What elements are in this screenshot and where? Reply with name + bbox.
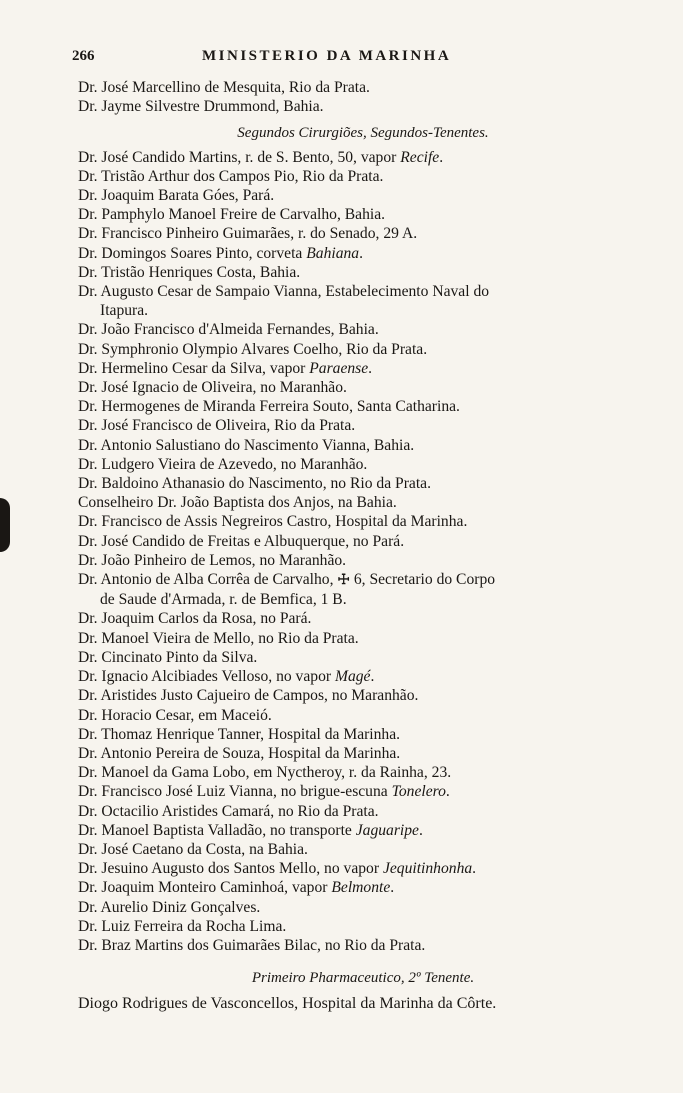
section-heading-segundos: Segundos Cirurgiões, Segundos-Tenentes. <box>237 125 489 142</box>
entries-list <box>78 148 648 956</box>
pharm-rank: 2º Tenente. <box>404 970 475 987</box>
entry-line <box>78 320 648 339</box>
entry-text: Dr. José Candido Martins, r. de S. Bento, 50, vapor <box>78 148 401 166</box>
entry-text: Dr. Tristão Henriques Costa, Bahia. <box>78 263 301 281</box>
entry-text: de Saude d'Armada, r. de Bemfica, 1 B. <box>100 591 347 609</box>
entry-text: Dr. Aurelio Diniz Gonçalves. <box>78 898 261 916</box>
entry-text: Dr. Augusto Cesar de Sampaio Vianna, Estabelecimento Naval do <box>78 283 490 301</box>
entry-line <box>78 416 648 435</box>
entry-line <box>78 359 648 378</box>
entry-text: Dr. Hermelino Cesar da Silva, vapor <box>78 359 310 377</box>
entry-line <box>78 263 648 282</box>
vessel-name: Magé <box>334 668 371 686</box>
entry-text: Dr. Tristão Arthur dos Campos Pio, Rio da Prata. <box>78 167 384 185</box>
entry-text-tail: . <box>418 821 423 839</box>
entry-continuation <box>78 590 648 609</box>
entry-text: Dr. Aristides Justo Cajueiro de Campos, no Maranhão. <box>78 687 419 705</box>
entry-line <box>78 878 648 897</box>
entry-line <box>78 667 648 686</box>
entry-text-tail: . <box>472 860 477 878</box>
entry-line <box>78 455 648 474</box>
entry-line <box>78 744 648 763</box>
entry-text: Dr. José Candido de Freitas e Albuquerque, no Pará. <box>78 532 405 550</box>
entry-text: Dr. João Francisco d'Almeida Fernandes, Bahia. <box>78 321 379 339</box>
entry-text: Conselheiro Dr. João Baptista dos Anjos, na Bahia. <box>78 494 397 512</box>
entry-text: Dr. Jesuino Augusto dos Santos Mello, no vapor <box>78 860 383 878</box>
page-number: 266 <box>72 48 95 64</box>
entry-line <box>78 802 648 821</box>
entry-line <box>78 782 648 801</box>
entry-text-tail: . <box>368 359 373 377</box>
entry-text: Dr. Symphronio Olympio Alvares Coelho, Rio da Prata. <box>78 340 428 358</box>
entry-text: Dr. João Pinheiro de Lemos, no Maranhão. <box>78 551 347 569</box>
entry-text: Dr. José Francisco de Oliveira, Rio da Prata. <box>78 417 356 435</box>
entry-text-tail: . <box>370 668 375 686</box>
order-cross-icon: ☩ <box>337 573 350 589</box>
entry-line <box>78 512 648 531</box>
entry-line <box>78 244 648 263</box>
entry-line <box>78 282 648 301</box>
vessel-name: Tonelero <box>391 783 446 801</box>
entry-line <box>78 436 648 455</box>
vessel-name: Recife <box>400 148 440 166</box>
entry-text: Dr. Antonio de Alba Corrêa de Carvalho, <box>78 571 338 589</box>
entry-line <box>78 224 648 243</box>
entry-line <box>78 840 648 859</box>
entry-text: Dr. Antonio Pereira de Souza, Hospital da Marinha. <box>78 744 401 762</box>
page-edge-mark <box>0 498 10 552</box>
entry-text: Dr. Horacio Cesar, em Maceió. <box>78 706 272 724</box>
entry-text: Dr. Domingos Soares Pinto, corveta <box>78 244 307 262</box>
entry-text: Dr. Joaquim Carlos da Rosa, no Pará. <box>78 610 312 628</box>
entry-text: Dr. Joaquim Barata Góes, Pará. <box>78 187 275 205</box>
entry-line <box>78 378 648 397</box>
entry-line <box>78 340 648 359</box>
entry-text: Dr. Hermogenes de Miranda Ferreira Souto, Santa Catharina. <box>78 398 460 416</box>
vessel-name: Jaguaripe <box>355 821 419 839</box>
entry-line <box>78 917 648 936</box>
entry-text: Dr. Thomaz Henrique Tanner, Hospital da Marinha. <box>78 725 401 743</box>
entry-line <box>78 609 648 628</box>
entry-continuation <box>78 301 648 320</box>
entry-line <box>78 629 648 648</box>
entry-text: Dr. Octacilio Aristides Camará, no Rio da Prata. <box>78 802 379 820</box>
section-heading-pharmaceutico <box>78 969 648 988</box>
entry-text: Dr. Manoel da Gama Lobo, em Nyctheroy, r. da Rainha, 23. <box>78 764 452 782</box>
entry-text-tail: 6, Secretario do Corpo <box>349 571 496 589</box>
entry-text-tail: . <box>359 244 363 262</box>
entry-line <box>78 706 648 725</box>
entry-line <box>78 551 648 570</box>
entry-text: Dr. Pamphylo Manoel Freire de Carvalho, Bahia. <box>78 206 386 224</box>
entry-text: Dr. Francisco de Assis Negreiros Castro, Hospital da Marinha. <box>78 513 468 531</box>
entry-text: Dr. Luiz Ferreira da Rocha Lima. <box>78 917 287 935</box>
entry-line <box>78 397 648 416</box>
entry-line <box>78 186 648 205</box>
entry-text: Dr. Francisco José Luiz Vianna, no brigue-escuna <box>78 783 392 801</box>
entry-line <box>78 205 648 224</box>
entry-text: Dr. Manoel Vieira de Mello, no Rio da Prata. <box>78 629 359 647</box>
entry-line <box>78 570 648 590</box>
pharm-title: Primeiro Pharmaceutico, <box>251 970 405 987</box>
entry-line <box>78 859 648 878</box>
entry-text: Dr. Manoel Baptista Valladão, no transporte <box>78 821 356 839</box>
entry-line <box>78 821 648 840</box>
entry-line <box>78 763 648 782</box>
entry-line <box>78 686 648 705</box>
pharm-entry: Diogo Rodrigues de Vasconcellos, Hospital da Marinha da Côrte. <box>78 995 497 1013</box>
entry-text: Dr. Francisco Pinheiro Guimarães, r. do Senado, 29 A. <box>78 225 418 243</box>
entry-line <box>78 532 648 551</box>
entry-line <box>78 648 648 667</box>
entry-text: Dr. José Ignacio de Oliveira, no Maranhão. <box>78 379 347 397</box>
entry-text: Dr. Cincinato Pinto da Silva. <box>78 648 258 666</box>
entry-text: Dr. Joaquim Monteiro Caminhoá, vapor <box>78 879 332 897</box>
entry-line <box>78 493 648 512</box>
entry-text-tail: . <box>439 148 444 166</box>
body-text <box>78 78 648 1014</box>
entry-line <box>78 936 648 955</box>
entry-line: Dr. Jayme Silvestre Drummond, Bahia. <box>78 98 324 116</box>
entry-line <box>78 725 648 744</box>
page-header <box>72 48 652 70</box>
running-head: MINISTERIO DA MARINHA <box>202 48 452 64</box>
entry-text: Dr. Antonio Salustiano do Nascimento Vianna, Bahia. <box>78 436 415 454</box>
entry-text-tail: . <box>445 783 450 801</box>
entry-line <box>78 148 648 167</box>
entry-text: Dr. Braz Martins dos Guimarães Bilac, no Rio da Prata. <box>78 936 426 954</box>
entry-text-tail: . <box>390 879 395 897</box>
vessel-name: Belmonte <box>331 879 391 897</box>
entry-text: Dr. Baldoino Athanasio do Nascimento, no Rio da Prata. <box>78 475 431 493</box>
entry-text: Dr. Ignacio Alcibiades Velloso, no vapor <box>78 668 335 686</box>
vessel-name: Jequitinhonha <box>382 860 473 878</box>
vessel-name: Paraense <box>309 359 369 377</box>
entry-text: Dr. José Caetano da Costa, na Bahia. <box>78 840 308 858</box>
entry-line <box>78 167 648 186</box>
entry-text: Itapura. <box>100 302 149 320</box>
entry-line: Dr. José Marcellino de Mesquita, Rio da Prata. <box>78 79 370 96</box>
vessel-name: Bahiana <box>306 244 360 262</box>
entry-line <box>78 474 648 493</box>
entry-text: Dr. Ludgero Vieira de Azevedo, no Maranhão. <box>78 455 368 473</box>
entry-line <box>78 898 648 917</box>
